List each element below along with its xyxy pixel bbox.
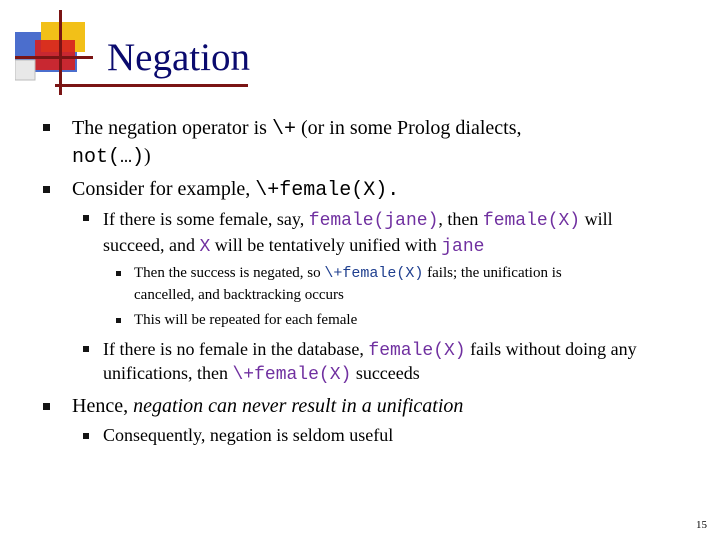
text: Then the success is negated, so: [134, 265, 325, 281]
bullet-3-line: [72, 393, 463, 419]
code-text: \+: [271, 118, 296, 141]
text: Hence,: [72, 395, 134, 417]
text: will be tentatively unified with: [210, 235, 442, 255]
bullet-2-line: [72, 176, 399, 204]
bullet-marker: [83, 433, 89, 439]
text: will: [580, 209, 613, 229]
bullet-marker: [116, 318, 121, 323]
code-text: female(jane): [308, 211, 439, 231]
sub-sub-bullet-1-line-1: [134, 262, 562, 285]
sub-bullet-2-line-2: [103, 361, 420, 387]
text: ): [144, 145, 151, 167]
bullet-marker: [43, 186, 50, 193]
sub-bullet-1-line-1: [103, 207, 613, 233]
text: fails; the unification is: [423, 265, 562, 281]
code-text: \+female(X): [232, 365, 352, 385]
bullet-marker: [83, 346, 89, 352]
code-text: \+female(X).: [255, 179, 400, 202]
text: If there is some female, say,: [103, 209, 309, 229]
slide-title: Negation: [107, 36, 250, 79]
sub-sub-bullet-2: This will be repeated for each female: [134, 312, 358, 328]
text: succeeds: [351, 363, 420, 383]
bullet-1-line-1: [72, 115, 521, 143]
emphasis-text: negation can never result in a unification: [133, 395, 464, 417]
text: If there is no female in the database,: [103, 339, 369, 359]
code-text: \+female(X): [324, 265, 424, 282]
code-text: X: [199, 237, 211, 257]
logo-graphic: [15, 10, 95, 95]
text: unifications, then: [103, 363, 233, 383]
text: Consider for example,: [72, 178, 256, 200]
sub-bullet-1-line-2: [103, 233, 484, 259]
bullet-marker: [43, 124, 50, 131]
text: , then: [438, 209, 483, 229]
text: (or in some Prolog dialects,: [295, 117, 522, 139]
title-underline: [55, 84, 248, 87]
bullet-marker: [43, 403, 50, 410]
sub-bullet-3: Consequently, negation is seldom useful: [103, 425, 394, 445]
bullet-1-line-2: [72, 143, 151, 171]
bullet-marker: [116, 271, 121, 276]
code-text: female(X): [368, 341, 466, 361]
sub-sub-bullet-1-line-2: cancelled, and backtracking occurs: [134, 287, 344, 303]
page-number: 15: [696, 519, 707, 531]
text: succeed, and: [103, 235, 200, 255]
bullet-marker: [83, 215, 89, 221]
text: The negation operator is: [72, 117, 272, 139]
code-text: not(…): [72, 146, 145, 169]
sub-bullet-2-line-1: [103, 337, 637, 363]
code-text: female(X): [482, 211, 581, 231]
text: fails without doing any: [465, 339, 637, 359]
code-text: jane: [441, 237, 485, 257]
